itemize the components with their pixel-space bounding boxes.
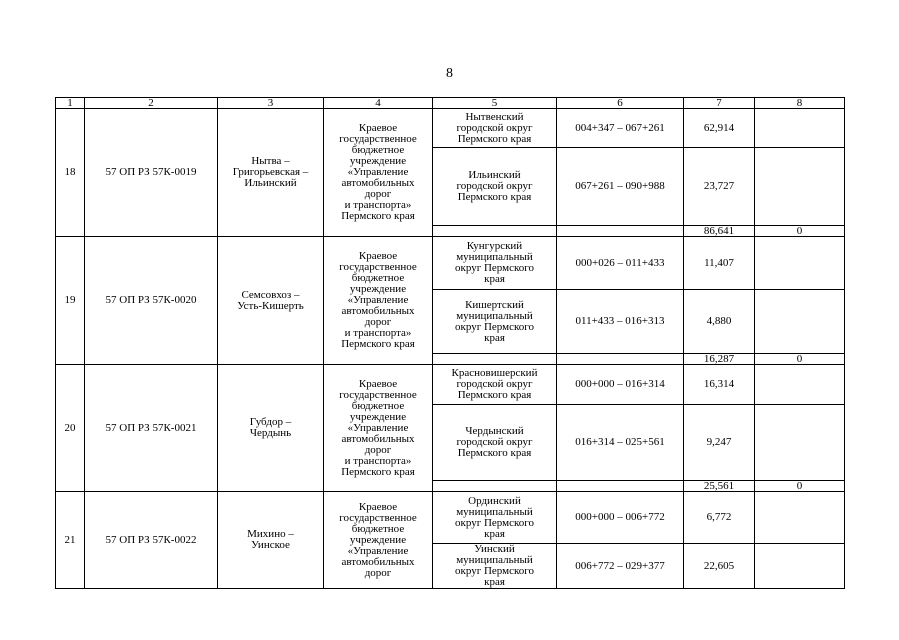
column-8-cell [755,492,845,544]
road-name-line: Нытва – [251,155,290,167]
district-line: муниципальный [456,554,533,566]
column-8-cell [755,365,845,405]
road-name-line: Ильинский [244,177,297,189]
organization-line: государственное [339,388,417,401]
organization-line: Краевое [358,122,398,134]
organization-cell [324,237,433,365]
total-range-cell [557,354,684,365]
organization-line: и транспорта» [344,199,412,211]
length-cell: 62,914 [684,109,755,148]
km-range-cell: 000+000 – 006+772 [557,492,684,544]
organization-line: Краевое [358,500,398,513]
district-cell [433,365,557,405]
total-district-cell [433,226,557,237]
district-line: Уинский [474,543,515,555]
district-cell [433,405,557,481]
district-line: городской округ [456,121,533,134]
road-name-cell [218,365,324,492]
organization-line: «Управление [347,544,409,557]
organization-line: «Управление [347,294,409,306]
district-line: Кунгурский [466,240,523,252]
organization-line: «Управление [347,166,409,178]
total-district-cell [433,481,557,492]
district-line: городской округ [456,378,533,390]
column-8-cell [755,405,845,481]
organization-line: Краевое [358,250,398,262]
total-column-8-cell: 0 [755,481,845,492]
road-register-table [55,97,845,589]
district-line: муниципальный [456,505,533,518]
row-number-cell: 20 [56,365,85,492]
total-column-8-cell: 0 [755,226,845,237]
organization-cell [324,492,433,589]
page-number: 8 [446,66,453,81]
organization-line: автомобильных [341,555,415,568]
organization-line: «Управление [347,421,409,434]
km-range-cell: 067+261 – 090+988 [557,148,684,226]
organization-line: дорог [364,188,392,200]
organization-line: Пермского края [341,465,415,478]
district-line: Ильинский [468,169,521,181]
district-line: округ Пермского [455,516,534,529]
header-cell: 6 [557,98,684,109]
district-line: края [484,527,505,540]
organization-line: дорог [364,443,392,456]
road-name-line: Губдор – [249,416,292,428]
district-cell [433,148,557,226]
organization-line: государственное [339,261,417,273]
km-range-cell: 011+433 – 016+313 [557,290,684,354]
row-number-cell: 18 [56,109,85,237]
length-cell: 23,727 [684,148,755,226]
length-cell: 11,407 [684,237,755,290]
column-8-cell [755,148,845,226]
road-name-line: Чердынь [249,427,292,439]
total-district-cell [433,354,557,365]
district-line: Пермского края [457,191,532,203]
organization-line: учреждение [349,410,407,423]
organization-line: Пермского края [341,338,415,350]
row-number-cell: 19 [56,237,85,365]
district-line: городской округ [456,436,533,448]
total-range-cell [557,226,684,237]
table-row [56,492,845,544]
road-code-cell: 57 ОП РЗ 57К-0020 [85,237,218,365]
header-cell: 3 [218,98,324,109]
column-8-cell [755,544,845,589]
length-cell: 4,880 [684,290,755,354]
district-line: Пермского края [457,132,532,145]
district-line: Пермского края [457,447,532,459]
table-row [56,365,845,405]
row-number-cell: 21 [56,492,85,589]
header-cell: 5 [433,98,557,109]
km-range-cell: 000+026 – 011+433 [557,237,684,290]
road-name-line: Усть-Кишерть [237,299,304,312]
district-line: округ Пермского [455,262,534,274]
organization-line: дорог [364,316,392,328]
road-name-cell [218,109,324,237]
organization-line: автомобильных [341,432,415,445]
district-line: округ Пермского [455,565,534,577]
header-cell: 4 [324,98,433,109]
organization-line: учреждение [349,533,407,546]
district-line: Чердынский [465,425,524,437]
total-length-cell: 86,641 [684,226,755,237]
road-code-cell: 57 ОП РЗ 57К-0019 [85,109,218,237]
district-cell [433,544,557,589]
organization-cell [324,365,433,492]
organization-line: бюджетное [351,522,405,535]
organization-line: учреждение [349,283,407,295]
district-cell [433,109,557,148]
total-range-cell [557,481,684,492]
organization-line: Краевое [358,377,398,390]
column-8-cell [755,237,845,290]
km-range-cell: 016+314 – 025+561 [557,405,684,481]
organization-line: бюджетное [351,272,405,284]
length-cell: 6,772 [684,492,755,544]
road-name-line: Уинское [251,539,290,551]
district-line: края [484,273,505,285]
road-code-cell: 57 ОП РЗ 57К-0021 [85,365,218,492]
total-length-cell: 25,561 [684,481,755,492]
district-line: городской округ [456,180,533,192]
district-line: Пермского края [457,389,532,401]
table-row [56,237,845,290]
organization-line: бюджетное [351,399,405,412]
road-name-line: Семсовхоз – [241,288,300,301]
organization-line: и транспорта» [344,327,412,339]
km-range-cell: 004+347 – 067+261 [557,109,684,148]
length-cell: 22,605 [684,544,755,589]
road-name-cell [218,492,324,589]
organization-line: государственное [339,511,417,524]
district-line: округ Пермского [455,320,534,333]
total-column-8-cell: 0 [755,354,845,365]
district-line: края [484,576,505,588]
district-line: муниципальный [456,251,533,263]
length-cell: 9,247 [684,405,755,481]
road-name-cell [218,237,324,365]
district-line: края [484,331,505,344]
km-range-cell: 000+000 – 016+314 [557,365,684,405]
road-name-line: Михино – [247,528,294,540]
district-cell [433,492,557,544]
road-code-cell: 57 ОП РЗ 57К-0022 [85,492,218,589]
road-name-line: Григорьевская – [232,166,309,178]
district-line: Ординский [468,494,521,507]
organization-line: и транспорта» [344,454,412,467]
total-length-cell: 16,287 [684,354,755,365]
district-line: Нытвенский [465,110,524,123]
district-cell [433,290,557,354]
header-row [56,98,845,109]
organization-line: учреждение [349,155,407,167]
column-8-cell [755,109,845,148]
organization-line: государственное [339,133,417,145]
header-cell: 1 [56,98,85,109]
organization-line: автомобильных [341,177,415,189]
organization-line: автомобильных [341,305,415,317]
header-cell: 8 [755,98,845,109]
column-8-cell [755,290,845,354]
district-line: Красновишерский [451,367,538,379]
district-line: Кишертский [465,298,524,311]
length-cell: 16,314 [684,365,755,405]
district-line: муниципальный [456,309,533,322]
km-range-cell: 006+772 – 029+377 [557,544,684,589]
district-cell [433,237,557,290]
organization-line: Пермского края [341,210,415,222]
header-cell: 2 [85,98,218,109]
table-row [56,109,845,148]
organization-line: бюджетное [351,144,405,156]
organization-line: дорог [364,566,392,579]
organization-cell [324,109,433,237]
header-cell: 7 [684,98,755,109]
